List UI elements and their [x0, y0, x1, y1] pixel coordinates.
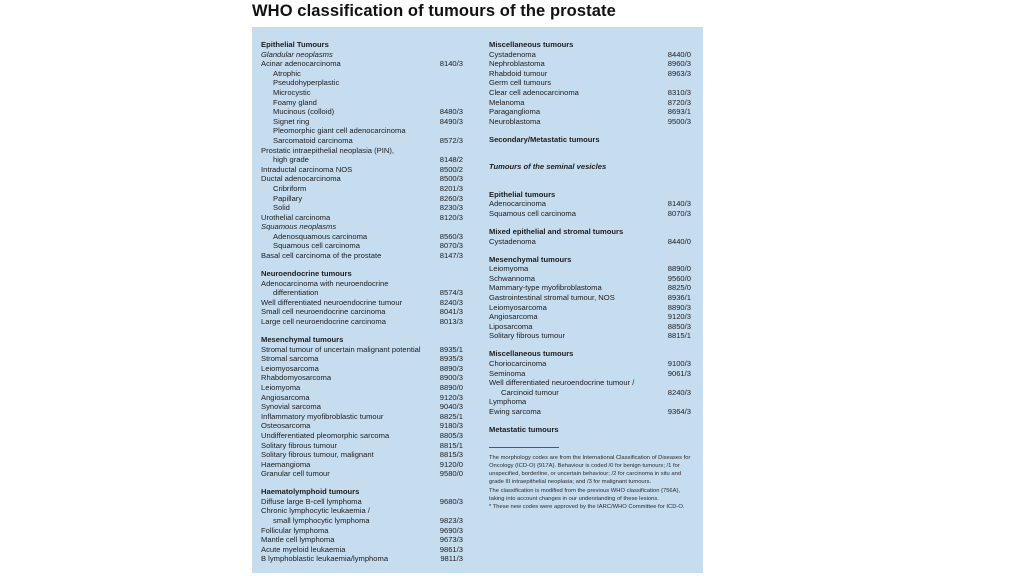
tumour-name: Inflammatory myofibroblastic tumour: [261, 411, 384, 421]
tumour-row: [261, 460, 463, 470]
tumour-row: [261, 402, 463, 412]
icd-o-code: 9120/3: [439, 392, 463, 402]
section-epithelial-tumours: [489, 190, 691, 219]
tumour-row: [489, 378, 691, 388]
tumour-row: [261, 535, 463, 545]
icd-o-code: 9673/3: [439, 535, 463, 545]
tumour-row: [261, 251, 463, 261]
tumour-name: Squamous neoplasms: [261, 222, 337, 232]
tumour-row: [489, 88, 691, 98]
icd-o-code: 8890/0: [439, 382, 463, 392]
tumour-row: [489, 98, 691, 108]
footnote-morphology: The morphology codes are from the International Classification of Diseases for Oncology (ICD-O) {917A}. Behaviour is coded /0 for benign tumours; /1 for unspecified, borderline, or uncertain behaviour; /2 for carcinoma in situ and grade III intraepithelial neoplasia; and /3 for malignant tumours.: [489, 454, 691, 486]
footnote-new-codes: * These new codes were approved by the IARC/WHO Committee for ICD-O.: [489, 504, 685, 511]
tumour-row: [261, 516, 463, 526]
left-column: [261, 40, 463, 572]
section-heading: Miscellaneous tumours: [489, 40, 574, 49]
tumour-row: [261, 298, 463, 308]
section-heading: Mixed epithelial and stromal tumours: [489, 227, 624, 237]
tumour-row: [261, 393, 463, 403]
section-heading: Secondary/Metastatic tumours: [489, 134, 600, 144]
tumour-row: [261, 441, 463, 451]
tumour-name: Well differentiated neuroendocrine tumour /: [489, 378, 635, 388]
tumour-row: [489, 359, 691, 369]
tumour-name: Cystadenoma: [489, 49, 536, 59]
tumour-name: differentiation: [273, 288, 319, 298]
icd-o-code: 8440/0: [667, 236, 691, 246]
icd-o-code: 9823/3: [439, 516, 463, 526]
tumour-name: Leiomyoma: [261, 382, 301, 392]
tumour-row: [489, 117, 691, 127]
tumour-row: [261, 107, 463, 117]
spacer: [489, 172, 691, 182]
icd-o-code: 8310/3: [667, 87, 691, 97]
tumour-name: Papillary: [273, 193, 303, 203]
tumour-name: Mucinous (colloid): [273, 107, 335, 117]
tumour-name: high grade: [273, 155, 309, 165]
tumour-row: [489, 209, 691, 219]
section-heading: Haematolymphoid tumours: [261, 487, 360, 497]
footnotes: [489, 454, 695, 512]
tumour-row: [261, 126, 463, 136]
tumour-row: [261, 88, 463, 98]
tumour-name: Melanoma: [489, 97, 525, 107]
tumour-name: Solid: [273, 203, 290, 213]
tumour-name: Adenocarcinoma with neuroendocrine: [261, 278, 389, 288]
tumour-name: Squamous cell carcinoma: [489, 209, 576, 219]
tumour-row: [261, 98, 463, 108]
icd-o-code: 8815/3: [439, 450, 463, 460]
tumour-name: Chronic lymphocytic leukaemia /: [261, 506, 370, 516]
icd-o-code: 9120/3: [667, 312, 691, 322]
right-sections: [489, 40, 691, 435]
tumour-name: Leiomyoma: [489, 264, 529, 274]
tumour-row: [261, 412, 463, 422]
spacer: [489, 144, 691, 154]
page-title: WHO classification of tumours of the prostate: [252, 2, 616, 20]
icd-o-code: 8147/3: [439, 251, 463, 261]
tumour-name: Choriocarcinoma: [489, 358, 547, 368]
tumour-name: B lymphoblastic leukaemia/lymphoma: [261, 554, 389, 564]
section-heading: Metastatic tumours: [489, 424, 559, 434]
tumour-name: Follicular lymphoma: [261, 525, 329, 535]
tumour-row: [261, 194, 463, 204]
tumour-name: Schwannoma: [489, 273, 536, 283]
tumour-row: [489, 50, 691, 60]
tumour-name: Microcystic: [273, 87, 311, 97]
icd-o-code: 8070/3: [439, 241, 463, 251]
tumour-name: Mammary-type myofibroblastoma: [489, 283, 602, 293]
tumour-row: [261, 364, 463, 374]
tumour-row: [489, 312, 691, 322]
tumour-row: [261, 146, 463, 156]
icd-o-code: 9364/3: [667, 406, 691, 416]
tumour-row: [261, 469, 463, 479]
icd-o-code: 9180/3: [439, 421, 463, 431]
tumour-name: Solitary fibrous tumour: [261, 440, 337, 450]
icd-o-code: 8960/3: [667, 59, 691, 69]
icd-o-code: 8890/0: [667, 264, 691, 274]
tumour-name: Sarcomatoid carcinoma: [273, 135, 353, 145]
icd-o-code: 9861/3: [439, 544, 463, 554]
tumour-name: Squamous cell carcinoma: [273, 241, 360, 251]
tumour-row: [489, 322, 691, 332]
tumour-row: [261, 59, 463, 69]
tumour-name: Mantle cell lymphoma: [261, 535, 335, 545]
icd-o-code: 8440/0: [667, 49, 691, 59]
tumour-row: [261, 354, 463, 364]
section-neuroendocrine-tumours: [261, 269, 463, 327]
tumour-row: [489, 388, 691, 398]
icd-o-code: 8140/3: [667, 199, 691, 209]
tumour-name: Stromal sarcoma: [261, 354, 319, 364]
section-miscellaneous-tumours: [489, 349, 691, 416]
tumour-name: Ductal adenocarcinoma: [261, 174, 341, 184]
tumour-row: [489, 397, 691, 407]
tumour-row: [261, 136, 463, 146]
icd-o-code: 9811/3: [440, 554, 463, 564]
icd-o-code: 8825/1: [439, 411, 463, 421]
tumour-row: [261, 554, 463, 564]
icd-o-code: 8572/3: [439, 135, 463, 145]
icd-o-code: 8148/2: [439, 155, 463, 165]
tumour-name: Synovial sarcoma: [261, 402, 321, 412]
tumour-row: [261, 450, 463, 460]
section-mixed-epithelial-and-stromal-tumours: [489, 227, 691, 246]
icd-o-code: 8890/3: [667, 302, 691, 312]
tumour-row: [261, 174, 463, 184]
tumour-row: [261, 155, 463, 165]
icd-o-code: 8720/3: [667, 97, 691, 107]
tumour-row: [261, 288, 463, 298]
tumour-row: [261, 222, 463, 232]
tumour-name: Lymphoma: [489, 397, 527, 407]
tumour-name: Stromal tumour of uncertain malignant potential: [261, 344, 421, 354]
tumour-row: [489, 303, 691, 313]
icd-o-code: 8480/3: [439, 107, 463, 117]
tumour-name: Carcinoid tumour: [501, 387, 559, 397]
tumour-name: Nephroblastoma: [489, 59, 545, 69]
tumour-row: [489, 283, 691, 293]
icd-o-code: 8574/3: [439, 288, 463, 298]
icd-o-code: 8260/3: [439, 193, 463, 203]
tumour-name: Seminoma: [489, 368, 526, 378]
tumour-row: [261, 279, 463, 289]
tumour-name: Osteosarcoma: [261, 421, 311, 431]
icd-o-code: 9690/3: [439, 525, 463, 535]
tumour-name: Germ cell tumours: [489, 78, 552, 88]
section-heading: Neuroendocrine tumours: [261, 269, 352, 279]
tumour-name: Adenocarcinoma: [489, 199, 546, 209]
tumour-row: [261, 421, 463, 431]
section-heading: Mesenchymal tumours: [261, 335, 344, 344]
icd-o-code: 8070/3: [667, 209, 691, 219]
tumour-name: Glandular neoplasms: [261, 49, 333, 59]
tumour-name: Pleomorphic giant cell adenocarcinoma: [273, 126, 406, 136]
tumour-row: [261, 383, 463, 393]
tumour-name: Cystadenoma: [489, 236, 536, 246]
tumour-row: [489, 293, 691, 303]
tumour-name: Granular cell tumour: [261, 469, 330, 479]
tumour-name: Basal cell carcinoma of the prostate: [261, 251, 382, 261]
icd-o-code: 8201/3: [439, 183, 463, 193]
section-haematolymphoid-tumours: [261, 487, 463, 564]
tumour-row: [261, 317, 463, 327]
tumour-name: Small cell neuroendocrine carcinoma: [261, 307, 386, 317]
icd-o-code: 8013/3: [439, 317, 463, 327]
tumour-name: small lymphocytic lymphoma: [273, 516, 370, 526]
icd-o-code: 9500/3: [667, 116, 691, 126]
tumour-name: Signet ring: [273, 116, 310, 126]
tumour-row: [261, 203, 463, 213]
section-heading: Miscellaneous tumours: [489, 349, 574, 359]
tumour-row: [261, 345, 463, 355]
tumour-row: [261, 165, 463, 175]
tumour-row: [489, 78, 691, 88]
tumour-row: [489, 199, 691, 209]
section-mesenchymal-tumours: [261, 335, 463, 479]
tumour-name: Ewing sarcoma: [489, 406, 541, 416]
tumour-row: [261, 184, 463, 194]
tumour-name: Urothelial carcinoma: [261, 212, 331, 222]
tumour-name: Liposarcoma: [489, 321, 533, 331]
tumour-row: [489, 331, 691, 341]
tumour-row: [261, 78, 463, 88]
tumour-name: Prostatic intraepithelial neoplasia (PIN),: [261, 145, 394, 155]
icd-o-code: 8490/3: [439, 116, 463, 126]
tumour-row: [489, 59, 691, 69]
tumour-name: Acinar adenocarcinoma: [261, 59, 341, 69]
icd-o-code: 8140/3: [439, 59, 463, 69]
section-heading: Tumours of the seminal vesicles: [489, 162, 607, 172]
icd-o-code: 8815/1: [439, 440, 463, 450]
tumour-name: Leiomyosarcoma: [489, 302, 547, 312]
tumour-name: Atrophic: [273, 68, 301, 78]
icd-o-code: 9580/0: [439, 469, 463, 479]
tumour-name: Rhabdomyosarcoma: [261, 373, 332, 383]
section-metastatic-tumours: [489, 425, 691, 435]
tumour-row: [261, 373, 463, 383]
icd-o-code: 9560/0: [667, 273, 691, 283]
icd-o-code: 8900/3: [439, 373, 463, 383]
tumour-name: Haemangioma: [261, 459, 311, 469]
icd-o-code: 8120/3: [439, 212, 463, 222]
tumour-row: [489, 107, 691, 117]
section-heading: Mesenchymal tumours: [489, 254, 572, 264]
tumour-row: [261, 431, 463, 441]
tumour-name: Adenosquamous carcinoma: [273, 231, 368, 241]
icd-o-code: 9680/3: [439, 496, 463, 506]
tumour-row: [261, 117, 463, 127]
icd-o-code: 8230/3: [439, 203, 463, 213]
right-column: [489, 40, 691, 512]
tumour-row: [261, 307, 463, 317]
icd-o-code: 8240/3: [667, 387, 691, 397]
tumour-name: Intraductal carcinoma NOS: [261, 164, 353, 174]
tumour-name: Cribriform: [273, 183, 307, 193]
icd-o-code: 8560/3: [439, 231, 463, 241]
icd-o-code: 9120/0: [439, 459, 463, 469]
tumour-name: Diffuse large B-cell lymphoma: [261, 496, 362, 506]
classification-panel: [252, 27, 703, 573]
icd-o-code: 8240/3: [439, 297, 463, 307]
tumour-row: [261, 241, 463, 251]
tumour-name: Pseudohyperplastic: [273, 78, 340, 88]
tumour-row: [489, 407, 691, 417]
tumour-row: [489, 237, 691, 247]
icd-o-code: 8890/3: [439, 363, 463, 373]
tumour-name: Gastrointestinal stromal tumour, NOS: [489, 293, 615, 303]
tumour-name: Undifferentiated pleomorphic sarcoma: [261, 430, 390, 440]
tumour-row: [261, 232, 463, 242]
icd-o-code: 8936/1: [667, 293, 691, 303]
tumour-name: Large cell neuroendocrine carcinoma: [261, 317, 386, 327]
tumour-name: Foamy gland: [273, 97, 317, 107]
tumour-row: [261, 506, 463, 516]
tumour-name: Neuroblastoma: [489, 116, 541, 126]
section-miscellaneous-tumours: [489, 40, 691, 126]
tumour-name: Leiomyosarcoma: [261, 363, 319, 373]
section-epithelial-tumours: [261, 40, 463, 261]
section-heading: Epithelial Tumours: [261, 40, 329, 49]
tumour-name: Solitary fibrous tumour: [489, 331, 565, 341]
tumour-row: [261, 50, 463, 60]
tumour-name: Well differentiated neuroendocrine tumour: [261, 297, 403, 307]
tumour-name: Solitary fibrous tumour, malignant: [261, 450, 374, 460]
section-mesenchymal-tumours: [489, 255, 691, 341]
tumour-row: [261, 545, 463, 555]
icd-o-code: 8500/3: [439, 174, 463, 184]
icd-o-code: 9061/3: [667, 368, 691, 378]
tumour-name: Angiosarcoma: [489, 312, 538, 322]
tumour-row: [261, 497, 463, 507]
icd-o-code: 9100/3: [667, 358, 691, 368]
icd-o-code: 8500/2: [439, 164, 463, 174]
tumour-row: [489, 264, 691, 274]
icd-o-code: 8693/1: [667, 107, 691, 117]
icd-o-code: 8935/1: [439, 344, 463, 354]
tumour-row: [261, 69, 463, 79]
tumour-row: [489, 369, 691, 379]
icd-o-code: 8805/3: [439, 430, 463, 440]
icd-o-code: 8041/3: [439, 307, 463, 317]
tumour-name: Clear cell adenocarcinoma: [489, 87, 579, 97]
icd-o-code: 8815/1: [667, 331, 691, 341]
icd-o-code: 8825/0: [667, 283, 691, 293]
tumour-name: Angiosarcoma: [261, 392, 310, 402]
tumour-row: [261, 213, 463, 223]
icd-o-code: 9040/3: [439, 402, 463, 412]
section-tumours-of-the-seminal-vesicles: [489, 162, 691, 181]
section-heading: Epithelial tumours: [489, 189, 556, 199]
tumour-name: Acute myeloid leukaemia: [261, 544, 346, 554]
tumour-row: [261, 526, 463, 536]
tumour-row: [489, 69, 691, 79]
section-secondary-metastatic-tumours: [489, 135, 691, 154]
icd-o-code: 8963/3: [667, 68, 691, 78]
footnote-classification: The classification is modified from the previous WHO classification {756A}, taking into account changes in our understanding of these lesions.: [489, 487, 681, 502]
tumour-row: [489, 274, 691, 284]
footnote-divider: [489, 447, 559, 448]
icd-o-code: 8935/3: [439, 354, 463, 364]
tumour-name: Rhabdoid tumour: [489, 68, 548, 78]
icd-o-code: 8850/3: [667, 321, 691, 331]
tumour-name: Paraganglioma: [489, 107, 541, 117]
